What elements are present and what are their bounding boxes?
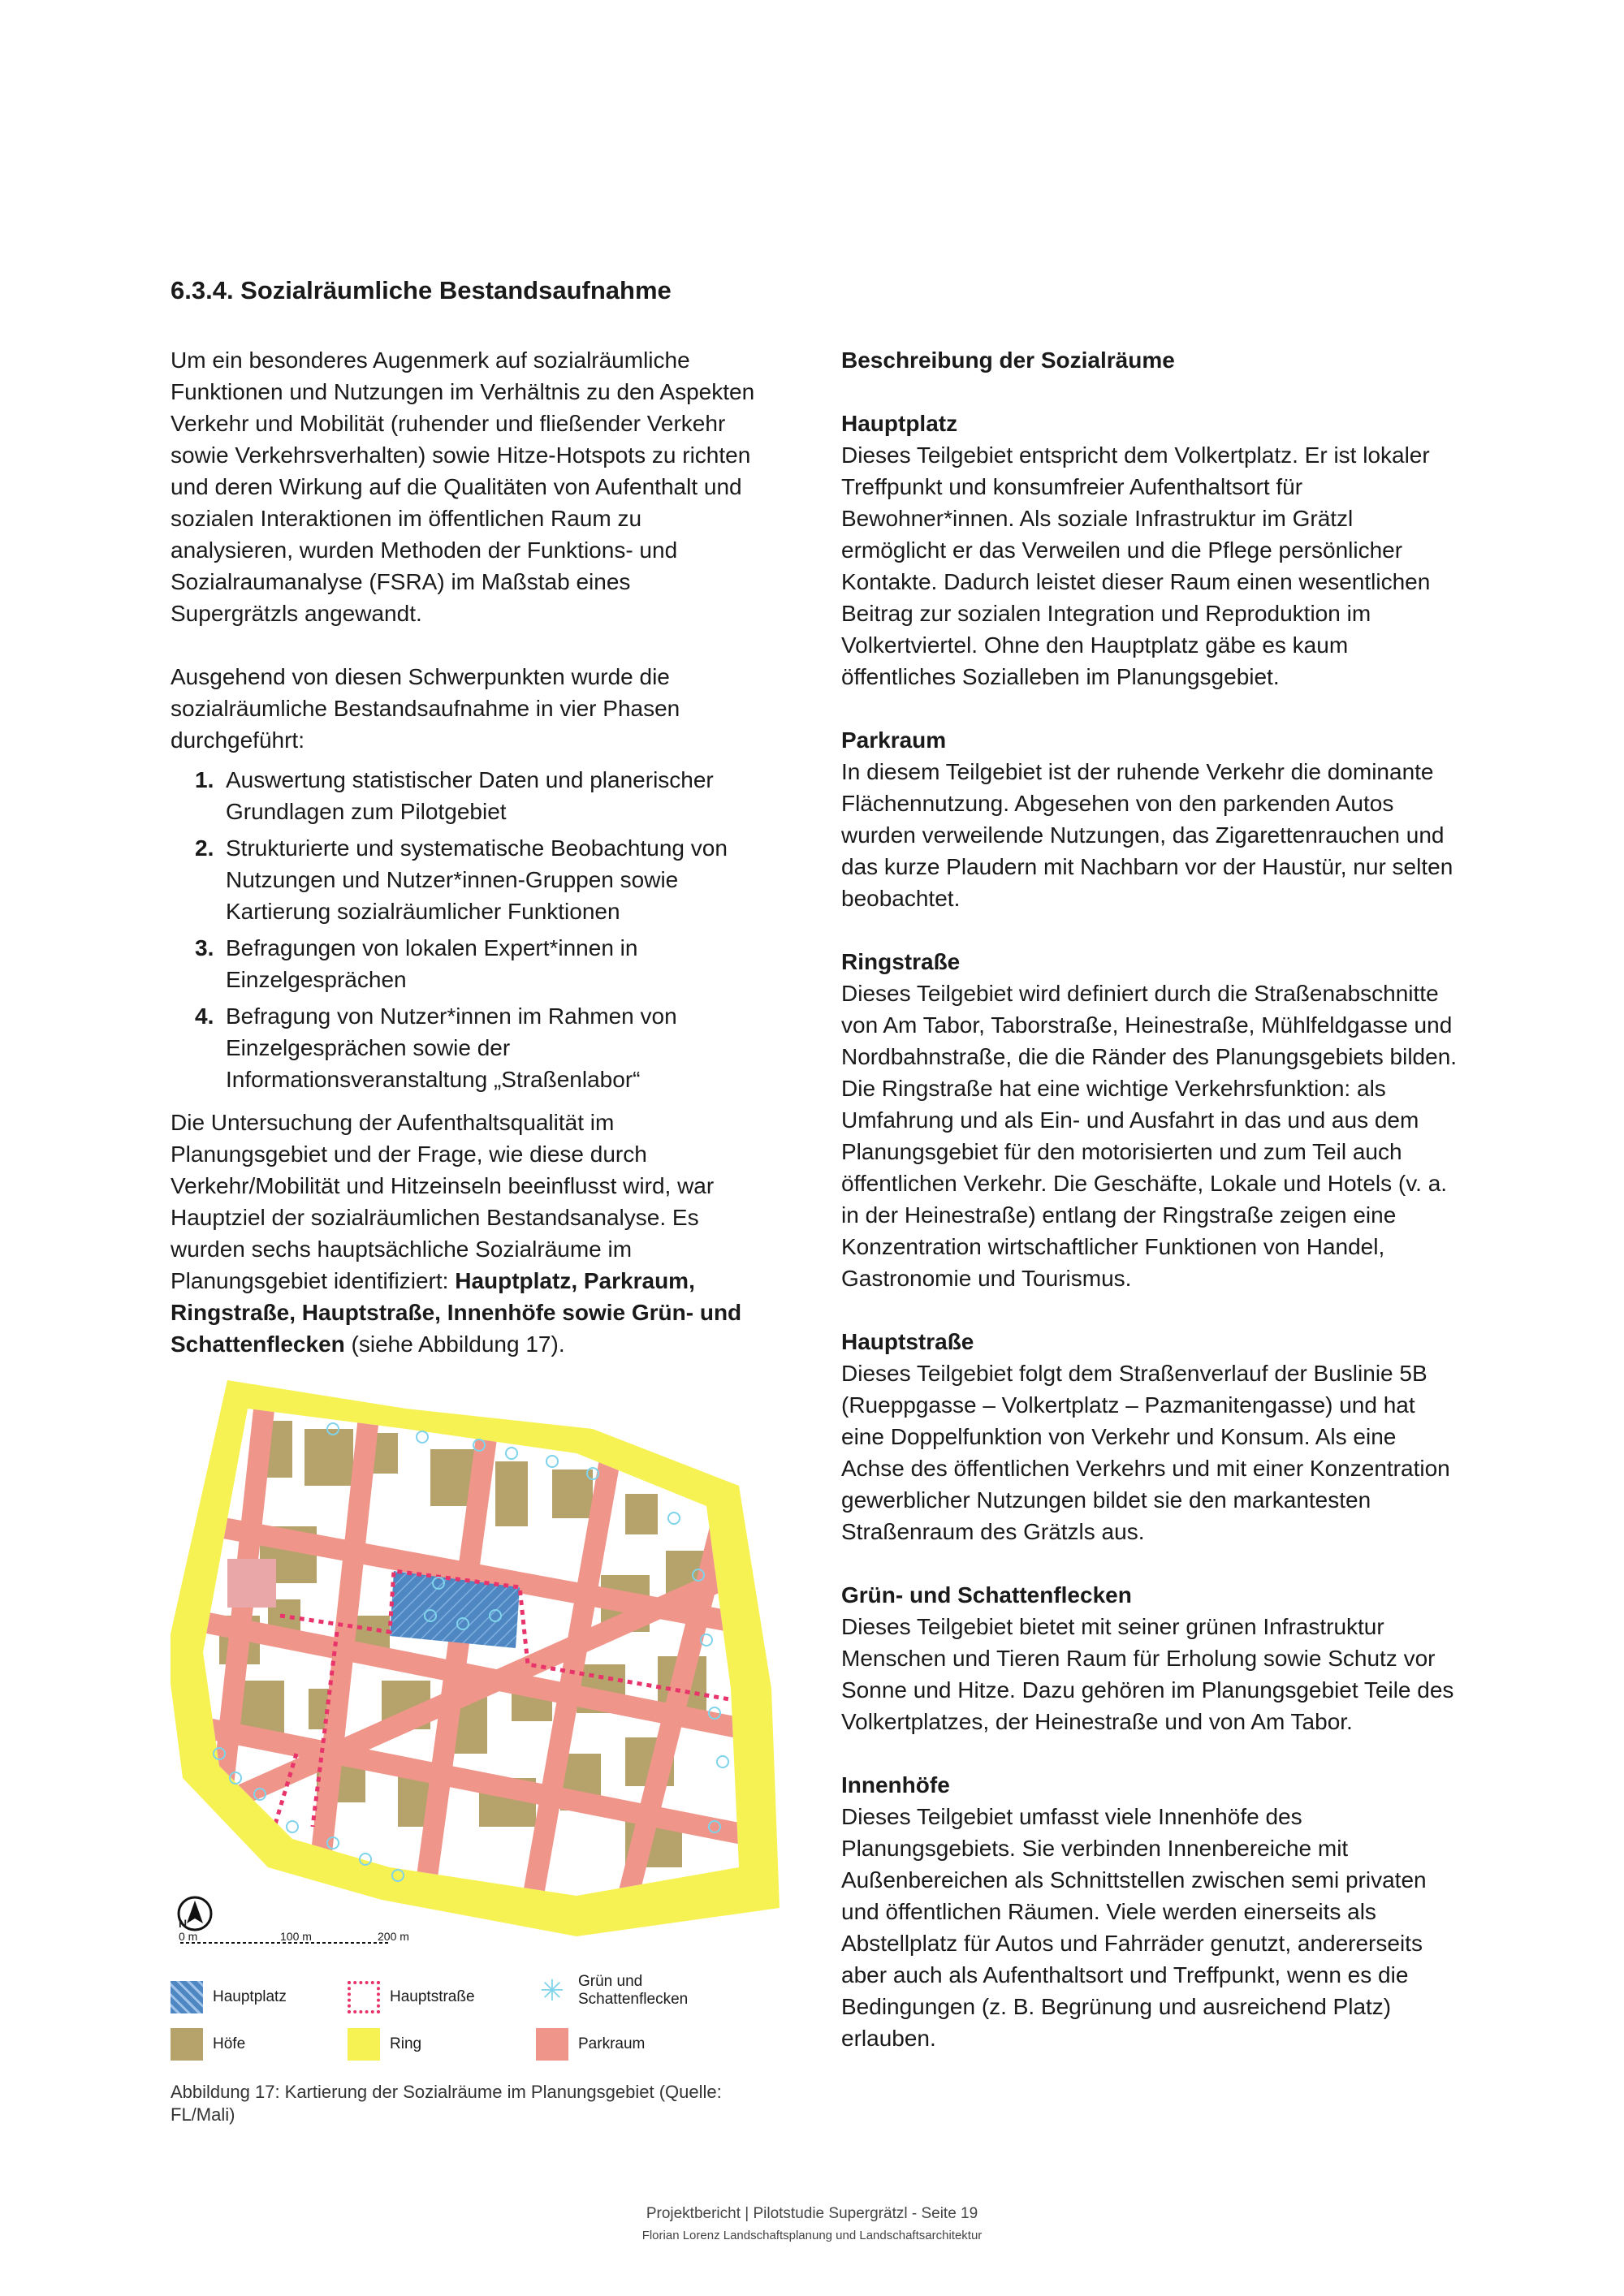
intro-paragraph: Um ein besonderes Augenmerk auf sozialräumliche Funktionen und Nutzungen im Verhältnis zu den Aspekten Verkehr und Mobilität (ruhender und fließender Verkehr sowie Verkehrsverhalten) sowie Hitze-Hotspots zu richten und deren Wirkung auf die Qualitäten von Aufenthalt und sozialen Interaktionen im öffentlichen Raum zu analysieren, wurden Methoden der Funktions- und Sozialraumanalyse (FSRA) im Maßstab eines Supergrätzls angewandt. bbox=[171, 347, 755, 626]
right-title: Beschreibung der Sozialräume bbox=[841, 347, 1175, 373]
summary-paragraph: Die Untersuchung der Aufenthaltsqualität im Planungsgebiet und der Frage, wie diese durch Verkehr/Mobilität und Hitzeinseln beeinflusst wird, war Hauptziel der sozialräumlichen Bestandsanalyse. Es wurden sechs hauptsächliche Sozialräume im Planungsgebiet identifiziert: Hauptplatz, Parkraum, Ringstraße, Hauptstraße, Innenhöfe sowie Grün- und Schattenflecken (siehe Abbildung 17). bbox=[171, 1110, 742, 1357]
parking-swatch bbox=[536, 2028, 568, 2061]
section-heading-innenhoefe: Innenhöfe bbox=[841, 1772, 950, 1798]
map-scale bbox=[171, 1894, 430, 1951]
list-item: 4. Befragung von Nutzer*innen im Rahmen von Einzelgesprächen sowie der Informationsveranstaltung „Straßenlabor“ bbox=[195, 1003, 677, 1092]
map-legend bbox=[171, 1973, 804, 2070]
legend-item-hauptstrasse: Hauptstraße bbox=[348, 1981, 475, 2013]
section-text-parkraum: In diesem Teilgebiet ist der ruhende Verkehr die dominante Flächennutzung. Abgesehen von den parkenden Autos wurden verweilende Nutzungen, das Zigarettenrauchen und das kurze Plaudern mit Nachbarn vor der Haustür, nur selten beobachtet. bbox=[841, 759, 1453, 911]
scale-0: 0 m bbox=[179, 1930, 198, 1943]
section-text-ringstrasse: Dieses Teilgebiet wird definiert durch die Straßenabschnitte von Am Tabor, Taborstraße, Heinestraße, Mühlfeldgasse und Nordbahnstraße, die die Ränder des Planungsgebiets bilden. Die Ringstraße hat eine wichtige Verkehrsfunktion: als Umfahrung und als Ein- und Ausfahrt in das und aus dem Planungsgebiet für den motorisierten und zum Teil auch öffentlichen Verkehr. Die Geschäfte, Lokale und Hotels (v. a. in der Heinestraße) entlang der Ringstraße zeigen eine Konzentration wirtschaftlicher Funktionen von Handel, Gastronomie und Tourismus. bbox=[841, 981, 1458, 1291]
courtyard-swatch bbox=[171, 2028, 203, 2061]
figure-caption: Abbildung 17: Kartierung der Sozialräume im Planungsgebiet (Quelle: FL/Mali) bbox=[171, 2082, 722, 2125]
phases-intro: Ausgehend von diesen Schwerpunkten wurde die sozialräumliche Bestandsaufnahme in vier Phasen durchgeführt: bbox=[171, 664, 680, 753]
section-text-gruen: Dieses Teilgebiet bietet mit seiner grünen Infrastruktur Menschen und Tieren Raum für Erholung sowie Schutz vor Sonne und Hitze. Dazu gehören im Planungsgebiet Teile des Volkertplatzes, der Heinestraße und von Am Tabor. bbox=[841, 1614, 1454, 1734]
section-text-hauptstrasse: Dieses Teilgebiet folgt dem Straßenverlauf der Buslinie 5B (Rueppgasse – Volkertplatz – Pazmanitengasse) und hat eine Doppelfunktion von Verkehr und Konsum. Als eine Achse des öffentlichen Verkehrs und mit einer Konzentration gewerblicher Nutzungen bildet sie den markantesten Straßenraum des Grätzls aus. bbox=[841, 1361, 1450, 1544]
section-text-innenhoefe: Dieses Teilgebiet umfasst viele Innenhöfe des Planungsgebiets. Sie verbinden Innenbereiche mit Außenbereichen als Schnittstellen zwischen semi privaten und öffentlichen Räumen. Viele werden einerseits als Abstellplatz für Autos und Fahrräder genutzt, andererseits aber auch als Aufenthaltsort und Treffpunkt, wenn es die Bedingungen (z. B. Begrünung und ausreichend Platz) erlauben. bbox=[841, 1804, 1427, 2051]
section-text-hauptplatz: Dieses Teilgebiet entspricht dem Volkertplatz. Er ist lokaler Treffpunkt und konsumfreier Aufenthaltsort für Bewohner*innen. Als soziale Infrastruktur im Grätzl ermöglicht er das Verweilen und die Pflege persönlicher Kontakte. Dadurch leistet dieser Raum einen wesentlichen Beitrag zur sozialen Integration und Reproduktion im Volkertviertel. Ohne den Hauptplatz gäbe es kaum öffentliches Sozialleben im Planungsgebiet. bbox=[841, 442, 1431, 689]
list-item: 2. Strukturierte und systematische Beobachtung von Nutzungen und Nutzer*innen-Gruppen sowie Kartierung sozialräumlicher Funktionen bbox=[195, 835, 728, 924]
north-label: N bbox=[179, 1917, 188, 1930]
phases-list bbox=[171, 764, 763, 1095]
green-spot-icon: ✳ bbox=[539, 1974, 565, 2007]
section-heading-gruen: Grün- und Schattenflecken bbox=[841, 1582, 1132, 1608]
parking-lot bbox=[227, 1559, 276, 1608]
right-column bbox=[841, 344, 1458, 2054]
main-street-swatch bbox=[348, 1981, 380, 2013]
social-space-map bbox=[171, 1372, 804, 1973]
section-heading-parkraum: Parkraum bbox=[841, 727, 947, 753]
footer-line-2: Florian Lorenz Landschaftsplanung und Landschaftsarchitektur bbox=[641, 2229, 983, 2242]
section-heading-hauptplatz: Hauptplatz bbox=[841, 411, 958, 436]
section-heading: 6.3.4. Sozialräumliche Bestandsaufnahme bbox=[171, 276, 672, 304]
section-heading-hauptstrasse: Hauptstraße bbox=[841, 1329, 974, 1354]
footer-line-1: Projektbericht | Pilotstudie Supergrätzl - Seite 19 bbox=[646, 2205, 978, 2222]
section-heading-ringstrasse: Ringstraße bbox=[841, 949, 961, 974]
scale-200: 200 m bbox=[378, 1930, 409, 1943]
legend-item-ring: Ring bbox=[348, 2028, 421, 2061]
list-item: 1. Auswertung statistischer Daten und planerischer Grundlagen zum Pilotgebiet bbox=[195, 767, 714, 824]
legend-item-gruen: ✳ Grün und Schattenflecken bbox=[536, 1973, 716, 2009]
legend-item-hoefe: Höfe bbox=[171, 2028, 245, 2061]
list-item: 3. Befragungen von lokalen Expert*innen in Einzelgesprächen bbox=[195, 935, 638, 992]
legend-item-hauptplatz: Hauptplatz bbox=[171, 1981, 287, 2013]
left-column bbox=[171, 344, 763, 1360]
ring-swatch bbox=[348, 2028, 380, 2061]
legend-item-parkraum: Parkraum bbox=[536, 2028, 645, 2061]
scale-100: 100 m bbox=[280, 1930, 312, 1943]
main-square-swatch bbox=[171, 1981, 203, 2013]
